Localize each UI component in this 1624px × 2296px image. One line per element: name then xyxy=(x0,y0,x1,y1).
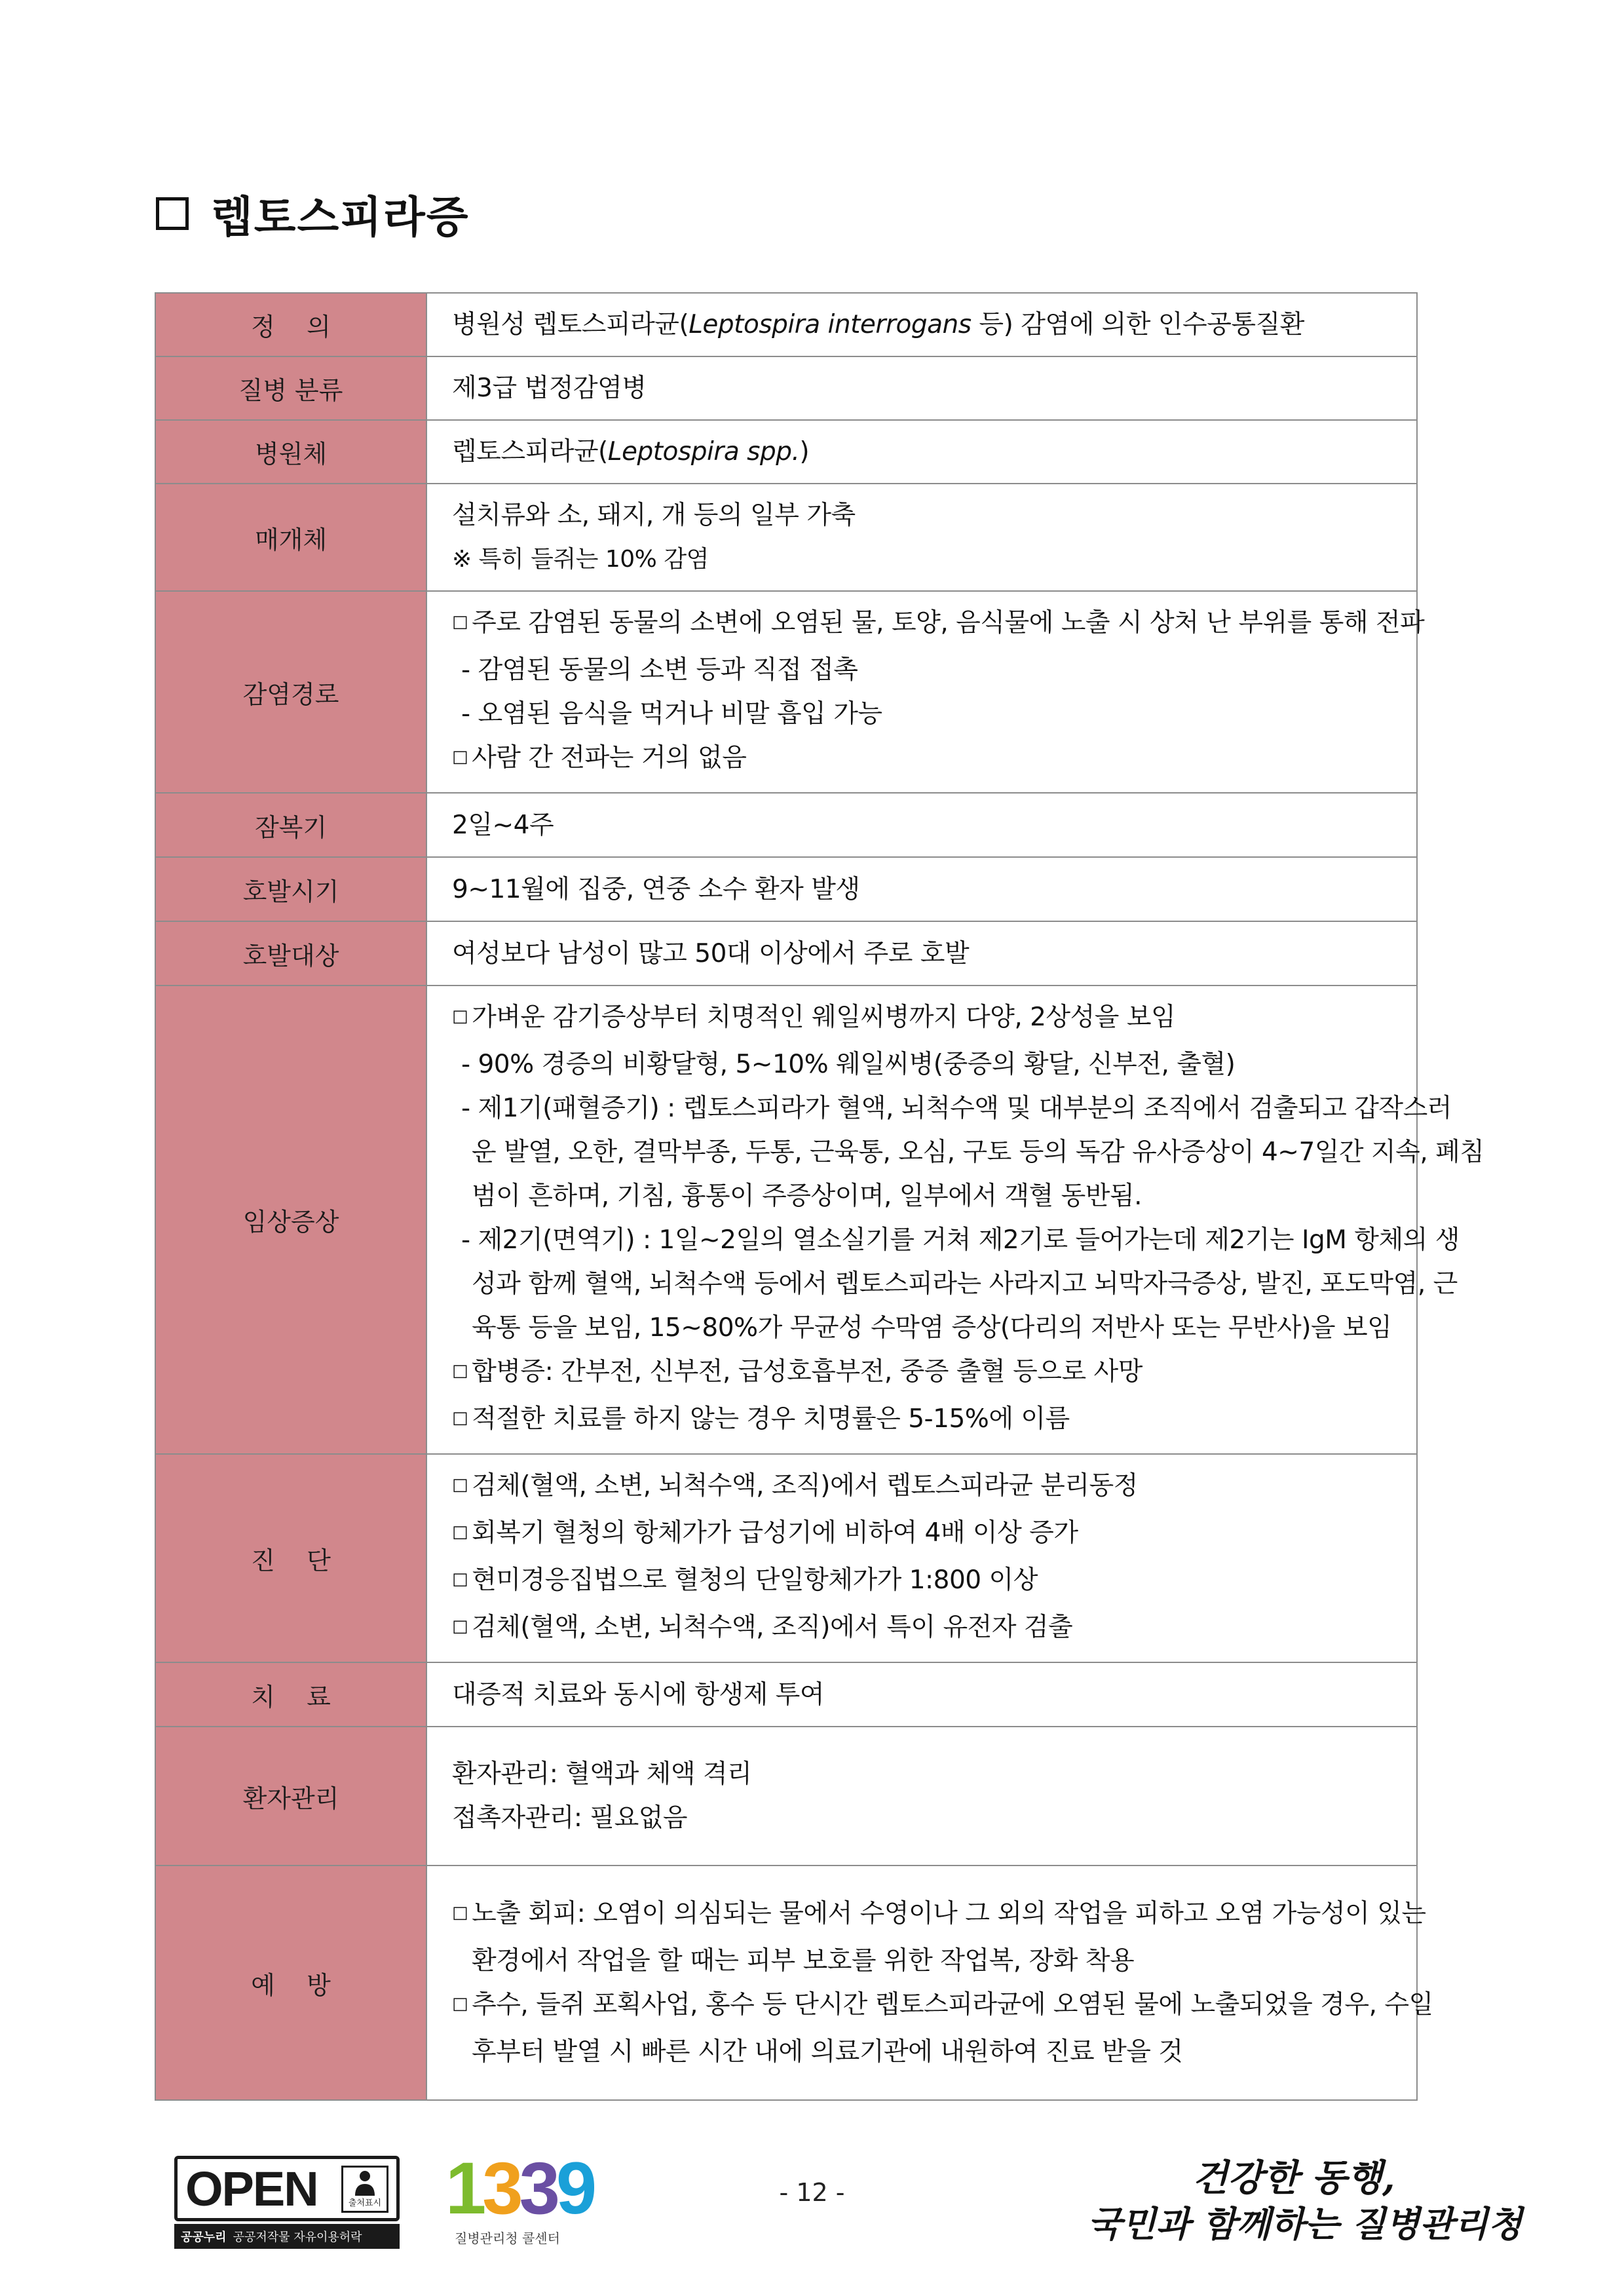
value-line: □ 검체(혈액, 소변, 뇌척수액, 조직)에서 렙토스피라균 분리동정 xyxy=(452,1464,1399,1511)
row-value xyxy=(426,293,1417,356)
page-title-text: 렙토스피라증 xyxy=(211,192,470,242)
row-label: 호발시기 xyxy=(155,857,426,921)
value-line: 설치류와 소, 돼지, 개 등의 일부 가축 xyxy=(452,501,856,530)
row-label: 진 단 xyxy=(155,1454,426,1662)
value-line: □ 노출 회피: 오염이 의심되는 물에서 수영이나 그 외의 작업을 피하고 오염 가능성이 있는 xyxy=(452,1892,1399,1939)
value-line: 운 발열, 오한, 결막부종, 두통, 근육통, 오심, 구토 등의 독감 유사증상이 4~7일간 지속, 폐침 xyxy=(472,1138,1484,1167)
table-row xyxy=(155,1662,1417,1727)
open-logo-word: OPEN xyxy=(185,2161,318,2216)
value-line: - 제1기(패혈증기) : 렙토스피라가 혈액, 뇌척수액 및 대부분의 조직에서 검출되고 갑작스러 xyxy=(461,1094,1452,1123)
value-line: 제3급 법정감염병 xyxy=(452,373,647,403)
row-label: 질병 분류 xyxy=(155,356,426,420)
table-row xyxy=(155,591,1417,793)
row-value xyxy=(426,420,1417,484)
row-value xyxy=(426,484,1417,591)
row-value xyxy=(426,356,1417,420)
value-line: 환경에서 작업을 할 때는 피부 보호를 위한 작업복, 장화 착용 xyxy=(472,1946,1135,1976)
table-row xyxy=(155,1727,1417,1866)
value-line: 여성보다 남성이 많고 50대 이상에서 주로 호발 xyxy=(452,938,970,968)
value-line: - 90% 경증의 비황달형, 5~10% 웨일씨병(중증의 황달, 신부전, 출혈) xyxy=(461,1050,1236,1079)
table-row xyxy=(155,293,1417,356)
value-line: □ 가벼운 감기증상부터 치명적인 웨일씨병까지 다양, 2상성을 보임 xyxy=(452,995,1399,1043)
value-line: 육통 등을 보임, 15~80%가 무균성 수막염 증상(다리의 저반사 또는 무반사)을 보임 xyxy=(472,1313,1392,1343)
slogan-line-1: 건강한 동행, xyxy=(1192,2156,1395,2200)
value-line: □ 주로 감염된 동물의 소변에 오염된 물, 토양, 음식물에 노출 시 상처 난 부위를 통해 전파 xyxy=(452,601,1399,648)
row-label: 임상증상 xyxy=(155,985,426,1454)
value-line: □ 회복기 혈청의 항체가가 급성기에 비하여 4배 이상 증가 xyxy=(452,1511,1399,1558)
row-label: 감염경로 xyxy=(155,591,426,793)
row-value xyxy=(426,1866,1433,2100)
table-row xyxy=(155,921,1417,985)
value-line: 대증적 치료와 동시에 항생제 투여 xyxy=(452,1679,825,1710)
agency-slogan xyxy=(1087,2149,1522,2261)
value-line: 렙토스피라균(Leptospira spp.) xyxy=(452,437,810,467)
value-line: 2일~4주 xyxy=(452,810,554,840)
value-line: □ 합병증: 간부전, 신부전, 급성호흡부전, 중증 출혈 등으로 사망 xyxy=(452,1350,1399,1397)
page-number: - 12 - xyxy=(779,2178,845,2207)
value-line: □ 현미경응집법으로 혈청의 단일항체가가 1:800 이상 xyxy=(452,1558,1399,1605)
row-label: 치 료 xyxy=(155,1662,426,1727)
row-label: 예 방 xyxy=(155,1866,426,2100)
value-line: □ 추수, 들쥐 포획사업, 홍수 등 단시간 렙토스피라균에 오염된 물에 노출되었을 경우, 수일 xyxy=(452,1983,1399,2030)
value-line: - 감염된 동물의 소변 등과 직접 접촉 xyxy=(461,655,858,685)
row-value xyxy=(426,921,1417,985)
slogan-line-2: 국민과 함께하는 질병관리청 xyxy=(1087,2203,1522,2245)
table-row xyxy=(155,484,1417,591)
table-row xyxy=(155,356,1417,420)
checkbox-square-icon xyxy=(156,197,189,230)
attribution-label: 출처표시 xyxy=(348,2198,382,2208)
row-label: 환자관리 xyxy=(155,1727,426,1866)
value-line: - 제2기(면역기) : 1일~2일의 열소실기를 거쳐 제2기로 들어가는데 제2기는 IgM 항체의 생 xyxy=(461,1225,1460,1255)
open-logo-caption: 공공저작물 자유이용허락 xyxy=(233,2230,362,2244)
row-value xyxy=(426,1727,1417,1866)
value-line: □ 사람 간 전파는 거의 없음 xyxy=(452,736,1399,783)
row-label: 잠복기 xyxy=(155,793,426,857)
table-row xyxy=(155,985,1417,1454)
value-line: □ 검체(혈액, 소변, 뇌척수액, 조직)에서 특이 유전자 검출 xyxy=(452,1605,1399,1653)
value-line: 환자관리: 혈액과 체액 격리 xyxy=(452,1759,752,1789)
value-line: 병원성 렙토스피라균(Leptospira interrogans 등) 감염에 의한 인수공통질환 xyxy=(452,310,1304,339)
value-line: ※ 특히 들쥐는 10% 감염 xyxy=(452,546,709,573)
table-row xyxy=(155,420,1417,484)
row-label: 정 의 xyxy=(155,293,426,356)
row-label: 매개체 xyxy=(155,484,426,591)
row-label: 병원체 xyxy=(155,420,426,484)
value-line: 범이 흔하며, 기침, 흉통이 주증상이며, 일부에서 객혈 동반됨. xyxy=(472,1181,1142,1211)
value-line: 접촉자관리: 필요없음 xyxy=(452,1803,688,1833)
value-line: 성과 함께 혈액, 뇌척수액 등에서 렙토스피라는 사라지고 뇌막자극증상, 발진, 포도막염, 근 xyxy=(472,1269,1458,1299)
row-value xyxy=(426,793,1417,857)
open-logo-brand: 공공누리 xyxy=(181,2230,227,2244)
row-label: 호발대상 xyxy=(155,921,426,985)
disease-info-table xyxy=(155,292,1484,2101)
table-row xyxy=(155,857,1417,921)
page-title xyxy=(156,182,470,244)
page-footer xyxy=(0,2149,1624,2280)
table-row xyxy=(155,1866,1417,2100)
value-line: - 오염된 음식을 먹거나 비말 흡입 가능 xyxy=(461,699,882,729)
row-value xyxy=(426,1454,1417,1662)
row-value xyxy=(426,1662,1417,1727)
table-row xyxy=(155,793,1417,857)
call-center-caption: 질병관리청 콜센터 xyxy=(455,2230,560,2246)
row-value xyxy=(426,857,1417,921)
value-line: 9~11월에 집중, 연중 소수 환자 발생 xyxy=(452,874,860,904)
row-value xyxy=(426,985,1484,1454)
value-line: 후부터 발열 시 빠른 시간 내에 의료기관에 내원하여 진료 받을 것 xyxy=(472,2037,1183,2067)
value-line: □ 적절한 치료를 하지 않는 경우 치명률은 5-15%에 이름 xyxy=(452,1397,1399,1444)
call-center-number: 1339 xyxy=(445,2147,594,2229)
table-row xyxy=(155,1454,1417,1662)
row-value xyxy=(426,591,1425,793)
